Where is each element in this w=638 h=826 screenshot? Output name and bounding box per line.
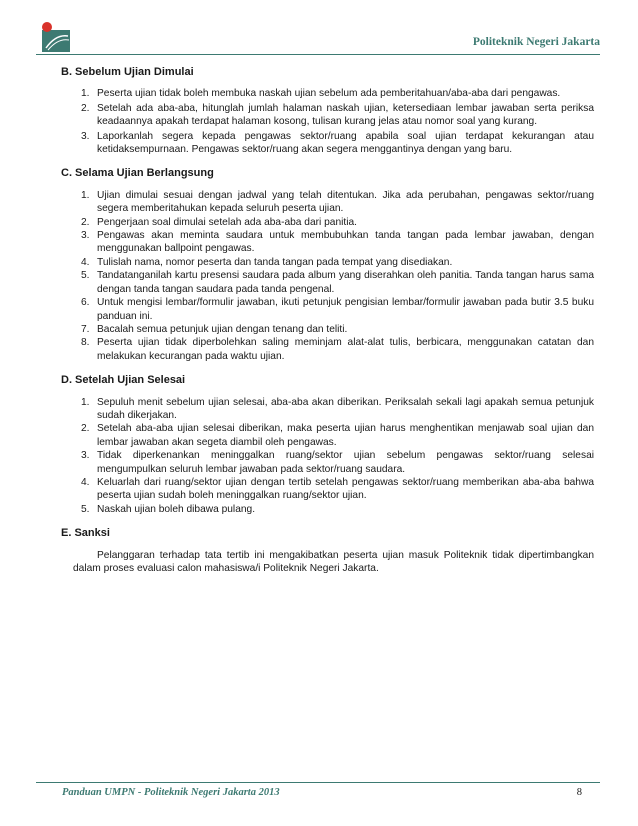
- header-title: Politeknik Negeri Jakarta: [472, 36, 600, 48]
- section-d-list: [61, 396, 594, 517]
- list-item: 4. Tulislah nama, nomor peserta dan tanda tangan pada tempat yang disediakan.: [81, 256, 453, 268]
- section-e-title: E. Sanksi: [61, 527, 110, 540]
- list-item: 4. Keluarlah dari ruang/sektor ujian dengan tertib setelah pengawas sektor/ruang memberikan aba-aba bahwa peserta ujian sudah boleh meninggalkan ruang/sektor ujian.: [81, 476, 594, 502]
- header-divider: [36, 54, 600, 55]
- section-d: [61, 374, 594, 516]
- list-item: 1. Sepuluh menit sebelum ujian selesai, aba-aba akan diberikan. Periksalah sekali lagi apakah semua petunjuk sudah dikerjakan.: [81, 396, 594, 421]
- list-item: 2. Pengerjaan soal dimulai setelah ada aba-aba dari panitia.: [81, 216, 357, 228]
- section-c: [61, 167, 594, 363]
- section-b-list: [61, 87, 594, 156]
- list-item: 1. Ujian dimulai sesuai dengan jadwal yang telah ditentukan. Jika ada perubahan, pengawas sektor/ruang segera memberitahukan kepada seluruh peserta ujian.: [81, 189, 594, 215]
- section-c-list: [61, 189, 594, 363]
- list-item: 5. Naskah ujian boleh dibawa pulang.: [81, 503, 256, 515]
- list-item: 1. Peserta ujian tidak boleh membuka naskah ujian sebelum ada pemberitahuan/aba-aba dari pengawas.: [81, 88, 561, 100]
- list-item: 7. Bacalah semua petunjuk ujian dengan tenang dan teliti.: [81, 323, 348, 335]
- page-number: 8: [576, 787, 582, 798]
- list-item: 8. Peserta ujian tidak diperbolehkan saling meminjam alat-alat tulis, berbicara, menggunakan catatan dan melakukan kecurangan pada waktu ujian.: [81, 337, 594, 362]
- list-item: 3. Tidak diperkenankan meninggalkan ruang/sektor ujian sebelum pengawas sektor/ruang selesai mengumpulkan seluruh lembar jawaban pada sektor/ruang saudara.: [81, 450, 594, 475]
- list-item: 6. Untuk mengisi lembar/formulir jawaban, ikuti petunjuk pengisian lembar/formulir jawaban pada butir 3.5 buku panduan ini.: [81, 297, 594, 322]
- list-item: 3. Laporkanlah segera kepada pengawas sektor/ruang apabila soal ujian terdapat kekurangan atau ketidaksempurnaan. Pengawas sektor/ruang akan segera menggantinya dengan yang baru.: [81, 130, 594, 156]
- section-c-title: C. Selama Ujian Berlangsung: [61, 167, 214, 180]
- section-d-title: D. Setelah Ujian Selesai: [61, 374, 186, 387]
- footer-title: Panduan UMPN - Politeknik Negeri Jakarta 2013: [62, 787, 280, 798]
- section-b-title: B. Sebelum Ujian Dimulai: [61, 66, 194, 78]
- footer-divider: [36, 782, 600, 783]
- section-b: [61, 66, 594, 156]
- document-body: [61, 66, 594, 586]
- list-item: 2. Setelah ada aba-aba, hitunglah jumlah halaman naskah ujian, ketersediaan lembar jawaban serta periksa keadaannya apakah terdapat halaman kosong, tulisan kurang jelas atau nomor soal yang kurang.: [81, 102, 594, 128]
- list-item: 3. Pengawas akan meminta saudara untuk membubuhkan tanda tangan pada lembar jawaban, dengan menggunakan ballpoint pengawas.: [81, 230, 594, 255]
- list-item: 2. Setelah aba-aba ujian selesai diberikan, maka peserta ujian harus menghentikan menjawab soal ujian dan lembar jawaban akan segeta diambil oleh pengawas.: [81, 423, 594, 448]
- sanksi-paragraph: Pelanggaran terhadap tata tertib ini mengakibatkan peserta ujian masuk Politeknik tidak dipertimbangkan dalam proses evaluasi calon mahasiswa/i Politeknik Negeri Jakarta.: [73, 549, 594, 574]
- list-item: 5. Tandatanganilah kartu presensi saudara pada album yang diserahkan oleh panitia. Tanda tangan harus sama dengan tanda tangan saudara pada tanda pengenal.: [81, 270, 594, 295]
- pnj-logo-icon: [36, 18, 76, 54]
- section-e: [61, 527, 594, 575]
